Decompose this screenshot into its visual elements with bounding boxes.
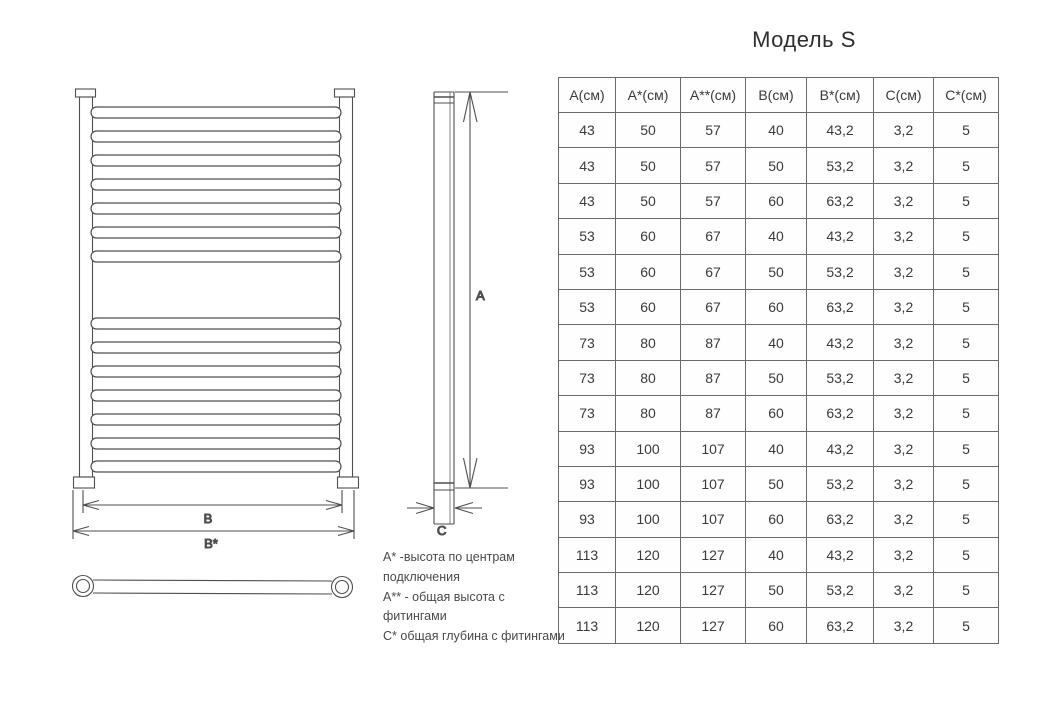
table-cell: 3,2	[874, 608, 934, 643]
table-cell: 43,2	[807, 537, 874, 572]
table-cell: 60	[746, 608, 807, 643]
tube-left-ring-inner	[77, 580, 90, 593]
rung-group-top	[91, 107, 341, 262]
table-row	[559, 148, 999, 183]
table-row	[559, 396, 999, 431]
table-cell: 87	[681, 325, 746, 360]
table-cell: 5	[934, 325, 999, 360]
table-cell: 43	[559, 113, 616, 148]
table-cell: 5	[934, 289, 999, 324]
column-header: С(см)	[874, 78, 934, 113]
rung	[91, 342, 341, 353]
table-cell: 100	[616, 431, 681, 466]
table-row	[559, 431, 999, 466]
table-cell: 40	[746, 325, 807, 360]
table-cell: 120	[616, 608, 681, 643]
footnote-c-star: С* общая глубина с фитингами	[383, 629, 565, 643]
table-cell: 5	[934, 148, 999, 183]
table-cell: 57	[681, 113, 746, 148]
table-cell: 3,2	[874, 183, 934, 218]
dimension-b-star	[73, 490, 354, 551]
table-cell: 67	[681, 289, 746, 324]
page-title: Модель S	[752, 27, 856, 52]
table-cell: 53,2	[807, 148, 874, 183]
table-cell: 60	[746, 502, 807, 537]
table-cell: 60	[616, 254, 681, 289]
table-cell: 5	[934, 219, 999, 254]
dimension-c	[407, 503, 482, 539]
rung	[91, 203, 341, 214]
table-cell: 73	[559, 360, 616, 395]
rung	[91, 366, 341, 377]
table-row	[559, 219, 999, 254]
table-cell: 57	[681, 148, 746, 183]
table-cell: 63,2	[807, 502, 874, 537]
table-cell: 3,2	[874, 431, 934, 466]
table-cell: 5	[934, 537, 999, 572]
rung	[91, 251, 341, 262]
right-post-cap	[335, 89, 355, 97]
table-cell: 5	[934, 183, 999, 218]
table-header-row	[559, 78, 999, 113]
table-cell: 50	[746, 254, 807, 289]
footnote-a-double-star: А** - общая высота с фитингами	[383, 589, 505, 624]
table-cell: 50	[616, 113, 681, 148]
table-cell: 53,2	[807, 466, 874, 501]
table-row	[559, 573, 999, 608]
table-cell: 43,2	[807, 219, 874, 254]
table-cell: 53	[559, 254, 616, 289]
table-row	[559, 608, 999, 643]
table-cell: 3,2	[874, 466, 934, 501]
tube-right-ring-outer	[332, 577, 353, 598]
table-cell: 3,2	[874, 396, 934, 431]
table-cell: 113	[559, 573, 616, 608]
table-row	[559, 502, 999, 537]
table-cell: 43,2	[807, 325, 874, 360]
left-post-foot	[74, 477, 95, 488]
table-cell: 57	[681, 183, 746, 218]
table-cell: 60	[616, 289, 681, 324]
table-cell: 113	[559, 537, 616, 572]
table-cell: 67	[681, 254, 746, 289]
table-row	[559, 113, 999, 148]
table-cell: 50	[746, 148, 807, 183]
table-cell: 60	[746, 183, 807, 218]
table-cell: 50	[746, 573, 807, 608]
table-cell: 73	[559, 396, 616, 431]
table-cell: 53,2	[807, 573, 874, 608]
dimension-a	[455, 92, 508, 488]
rung	[91, 414, 341, 425]
table-cell: 120	[616, 573, 681, 608]
dimension-b-star-label: В*	[204, 536, 218, 551]
table-cell: 40	[746, 431, 807, 466]
table-cell: 113	[559, 608, 616, 643]
table-cell: 5	[934, 431, 999, 466]
table-cell: 3,2	[874, 537, 934, 572]
table-cell: 5	[934, 113, 999, 148]
table-cell: 43	[559, 183, 616, 218]
table-cell: 53,2	[807, 254, 874, 289]
table-cell: 5	[934, 254, 999, 289]
table-cell: 87	[681, 360, 746, 395]
side-view	[434, 92, 454, 524]
table-cell: 73	[559, 325, 616, 360]
tube-left-ring-outer	[73, 576, 94, 597]
column-header: А*(см)	[616, 78, 681, 113]
table-cell: 3,2	[874, 219, 934, 254]
spec-table	[558, 77, 999, 644]
table-cell: 3,2	[874, 325, 934, 360]
table-cell: 107	[681, 502, 746, 537]
table-cell: 63,2	[807, 289, 874, 324]
table-cell: 80	[616, 396, 681, 431]
column-header: А**(см)	[681, 78, 746, 113]
table-row	[559, 466, 999, 501]
table-cell: 5	[934, 608, 999, 643]
table-cell: 5	[934, 573, 999, 608]
table-cell: 87	[681, 396, 746, 431]
tube-top-view	[73, 576, 353, 598]
column-header: В*(см)	[807, 78, 874, 113]
table-cell: 40	[746, 219, 807, 254]
table-row	[559, 254, 999, 289]
table-cell: 80	[616, 325, 681, 360]
table-cell: 107	[681, 466, 746, 501]
table-cell: 67	[681, 219, 746, 254]
table-cell: 63,2	[807, 608, 874, 643]
table-cell: 63,2	[807, 396, 874, 431]
table-cell: 3,2	[874, 360, 934, 395]
table-cell: 43	[559, 148, 616, 183]
table-cell: 3,2	[874, 289, 934, 324]
table-cell: 93	[559, 466, 616, 501]
table-body	[559, 113, 999, 644]
column-header: А(см)	[559, 78, 616, 113]
rung	[91, 131, 341, 142]
table-cell: 40	[746, 537, 807, 572]
dimension-c-label: С	[437, 523, 447, 538]
rung	[91, 461, 341, 472]
table-row	[559, 325, 999, 360]
rung	[91, 179, 341, 190]
table-row	[559, 289, 999, 324]
table-cell: 5	[934, 466, 999, 501]
table-cell: 50	[746, 360, 807, 395]
table-cell: 60	[746, 396, 807, 431]
table-cell: 93	[559, 502, 616, 537]
tube-right-ring-inner	[336, 581, 349, 594]
table-cell: 63,2	[807, 183, 874, 218]
footnotes	[383, 548, 565, 647]
dimension-a-label: А	[476, 288, 485, 303]
dimension-b	[83, 490, 342, 526]
table-cell: 60	[616, 219, 681, 254]
dimension-b-label: В	[203, 511, 213, 526]
table-cell: 100	[616, 466, 681, 501]
table-cell: 3,2	[874, 113, 934, 148]
table-cell: 3,2	[874, 254, 934, 289]
table-cell: 127	[681, 573, 746, 608]
table-cell: 60	[746, 289, 807, 324]
table-row	[559, 360, 999, 395]
rung	[91, 107, 341, 118]
right-post-foot	[338, 477, 359, 488]
table-row	[559, 183, 999, 218]
table-cell: 50	[746, 466, 807, 501]
table-cell: 43,2	[807, 431, 874, 466]
table-cell: 3,2	[874, 148, 934, 183]
table-cell: 127	[681, 608, 746, 643]
table-row	[559, 537, 999, 572]
table-cell: 43,2	[807, 113, 874, 148]
footnote-a-star: А* -высота по центрам подключения	[383, 550, 515, 584]
table-cell: 93	[559, 431, 616, 466]
table-cell: 80	[616, 360, 681, 395]
table-cell: 100	[616, 502, 681, 537]
rung	[91, 318, 341, 329]
table-cell: 53	[559, 219, 616, 254]
table-cell: 5	[934, 502, 999, 537]
table-cell: 53	[559, 289, 616, 324]
column-header: В(см)	[746, 78, 807, 113]
table-cell: 40	[746, 113, 807, 148]
table-cell: 107	[681, 431, 746, 466]
column-header: С*(см)	[934, 78, 999, 113]
table-cell: 5	[934, 360, 999, 395]
table-cell: 50	[616, 148, 681, 183]
table-cell: 5	[934, 396, 999, 431]
table-cell: 3,2	[874, 573, 934, 608]
rung	[91, 438, 341, 449]
rung-group-bottom	[91, 318, 341, 472]
rung	[91, 390, 341, 401]
rung	[91, 227, 341, 238]
table-cell: 50	[616, 183, 681, 218]
table-cell: 127	[681, 537, 746, 572]
rung	[91, 155, 341, 166]
left-post-cap	[76, 89, 96, 97]
table-cell: 53,2	[807, 360, 874, 395]
table-cell: 3,2	[874, 502, 934, 537]
table-cell: 120	[616, 537, 681, 572]
front-view	[74, 89, 359, 488]
